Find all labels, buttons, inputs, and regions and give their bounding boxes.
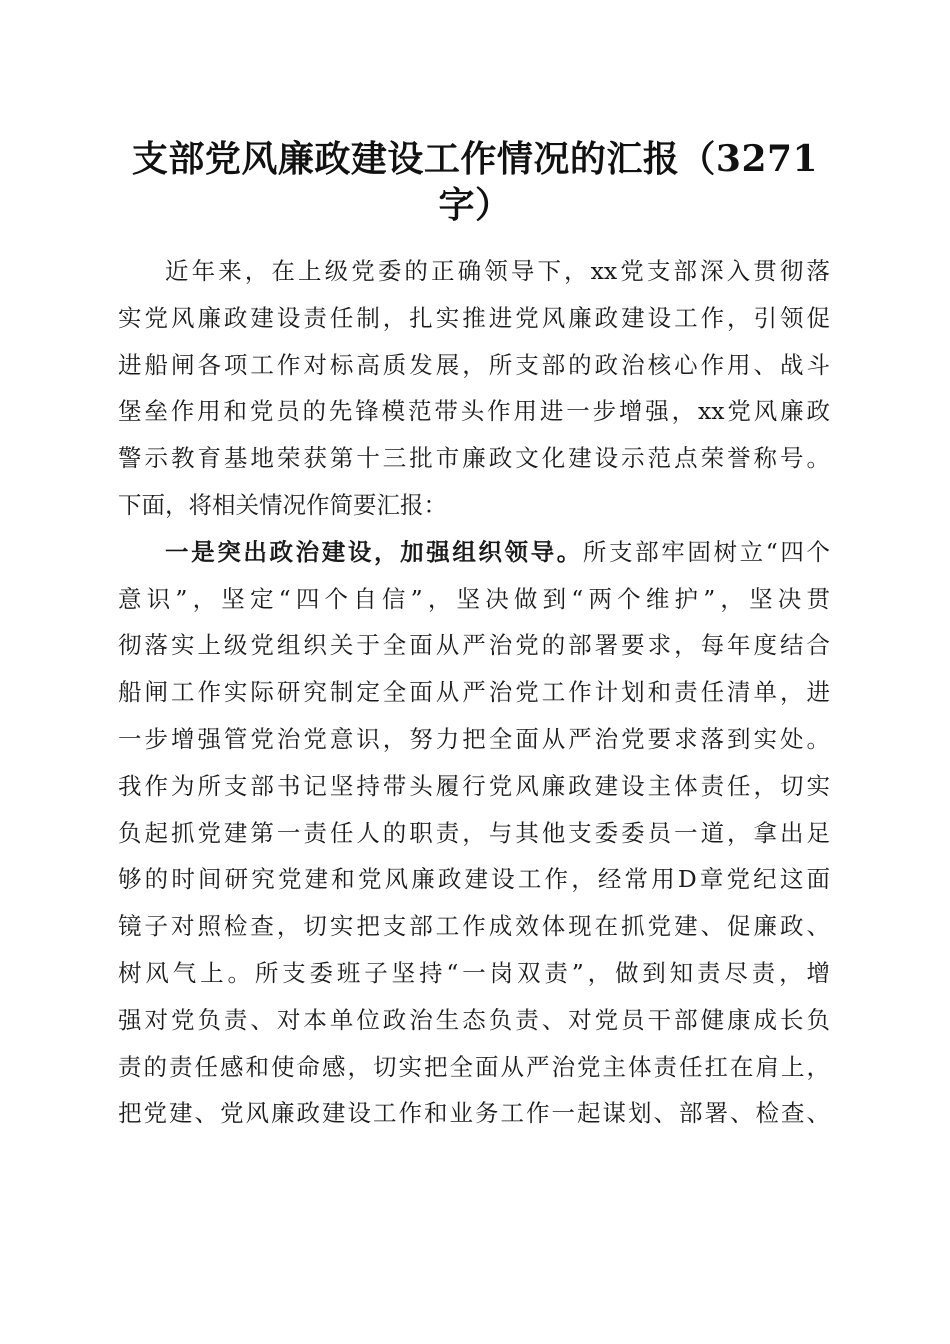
text-line: 近年来，在上级党委的正确领导下，xx党支部深入贯彻落 (165, 257, 830, 285)
text-line: 够的时间研究党建和党风廉政建设工作，经常用D章党纪这面 (118, 865, 830, 894)
text-line: 树风气上。所支委班子坚持“一岗双责”，做到知责尽责，增 (118, 958, 830, 987)
text-line: 负起抓党建第一责任人的职责，与其他支委委员一道，拿出足 (118, 818, 830, 847)
text-line: 实党风廉政建设责任制，扎实推进党风廉政建设工作，引领促 (118, 303, 830, 332)
text-line: 船闸工作实际研究制定全面从严治党工作计划和责任清单，进 (118, 678, 830, 707)
text-line: 进船闸各项工作对标高质发展，所支部的政治核心作用、战斗 (118, 350, 830, 379)
text-line: 堡垒作用和党员的先锋模范带头作用进一步增强，xx党风廉政 (118, 397, 830, 426)
text-span: 所支部牢固树立“四个 (582, 537, 831, 566)
document-body (118, 248, 830, 1137)
text-line: 责的责任感和使命感，切实把全面从严治党主体责任扛在肩上， (118, 1052, 830, 1081)
section-lead-heading: 一是突出政治建设，加强组织领导。 (165, 537, 583, 566)
title-line-2: 字） (438, 184, 512, 226)
text-line: 警示教育基地荣获第十三批市廉政文化建设示范点荣誉称号。 (118, 444, 830, 473)
text-line: 意识”，坚定“四个自信”，坚决做到“两个维护”，坚决贯 (118, 584, 830, 613)
text-line: 一步增强管党治党意识，努力把全面从严治党要求落到实处。 (118, 724, 830, 753)
text-line: 把党建、党风廉政建设工作和业务工作一起谋划、部署、检查、 (118, 1099, 830, 1128)
text-line: 强对党负责、对本单位政治生态负责、对党员干部健康成长负 (118, 1005, 830, 1034)
title-line-1: 支部党风廉政建设工作情况的汇报（3271 (131, 138, 819, 180)
text-line: 彻落实上级党组织关于全面从严治党的部署要求，每年度结合 (118, 631, 830, 660)
text-line (118, 529, 830, 576)
text-line: 镜子对照检查，切实把支部工作成效体现在抓党建、促廉政、 (118, 912, 830, 941)
text-line: 我作为所支部书记坚持带头履行党风廉政建设主体责任，切实 (118, 771, 830, 800)
text-line: 下面，将相关情况作简要汇报： (118, 490, 447, 519)
document-title (110, 136, 840, 228)
